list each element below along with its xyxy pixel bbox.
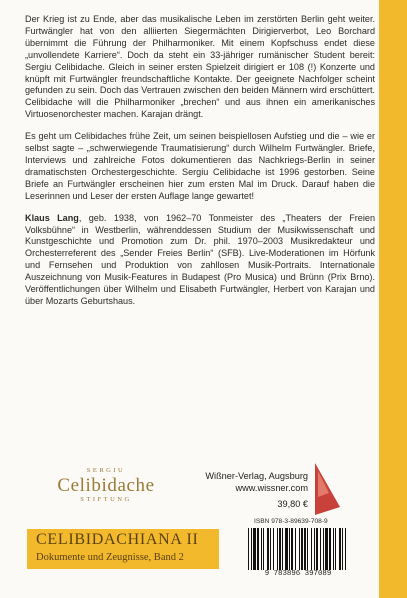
price: 39,80 € bbox=[277, 498, 308, 509]
yellow-edge-band bbox=[379, 0, 407, 598]
blurb-paragraph-2: Es geht um Celibidaches frühe Zeit, um seinen beispiellosen Aufstieg und die – wie er selbst sagte – „schwerwiegende Traumatisierung“ durch Wilhelm Furtwängler. Briefe, Interviews und zahlreiche Fotos dokumentieren das Nachkriegs-Berlin in seiner dramatischsten Orchestergeschichte. Sergiu Celibidache ist 1996 gestorben. Seine Briefe an Furtwängler erscheinen hier zum ersten Mal im Druck. Darauf haben die Leserinnen und Leser der ersten Auflage lange gewartet! bbox=[25, 131, 375, 201]
series-label bbox=[27, 529, 219, 569]
foundation-top-text: SERGIU bbox=[86, 467, 126, 474]
foundation-bottom-text: STIFTUNG bbox=[80, 496, 132, 503]
author-name: Klaus Lang bbox=[25, 212, 79, 223]
author-bio: , geb. 1938, von 1962–70 Tonmeister des „Theaters der Freien Volksbühne“ in Westberlin, währenddessen Studium der Musikwissenschaft und Kunstgeschichte und Promotion zum Dr. phil. 1970–2003 Musikredakteur und Orchesterreferent des „Sender Freies Berlin“ (SFB). Live-Moderationen im Hörfunk und Fernsehen und Produktion von zahllosen Musik-Portraits. Internationale Auszeichnung von Musik-Features in Budapest (Pro Musica) und Brünn (Prix Brno). Veröffentlichungen über Wilhelm und Elisabeth Furtwängler, Herbert von Karajan und über Mozarts Geburtshaus. bbox=[25, 212, 376, 306]
barcode-digits: 9 783896 397089 bbox=[264, 570, 332, 578]
foundation-logo bbox=[26, 467, 186, 504]
publisher-name: Wißner-Verlag, Augsburg bbox=[205, 471, 308, 481]
series-subtitle: Dokumente und Zeugnisse, Band 2 bbox=[36, 552, 184, 563]
publisher-logo-icon bbox=[313, 463, 343, 515]
isbn-label: ISBN 978-3-89639-708-9 bbox=[254, 518, 328, 525]
author-paragraph bbox=[25, 213, 375, 308]
series-title: CELIBIDACHIANA II bbox=[36, 531, 199, 548]
barcode-icon bbox=[244, 528, 352, 570]
publisher-info bbox=[196, 470, 308, 510]
foundation-name: Celibidache bbox=[57, 475, 155, 496]
blurb-paragraph-1: Der Krieg ist zu Ende, aber das musikalische Leben im zerstörten Berlin geht weiter. Furtwängler hat von den alliierten Siegermächten Dirigierverbot, Leo Borchard übernimmt die Führung der Philharmoniker. Mit einem Kopfschuss endet diese „unvollendete Karriere“. Doch da steht ein 33-jähriger rumänischer Student bereit: Sergiu Celibidache. Gleich in seiner ersten Spielzeit dirigiert er 108 (!) Konzerte und knüpft mit Furtwängler freundschaftliche Kontakte. Der geeignete Nachfolger scheint gefunden zu sein. Doch das Vertrauen zwischen den beiden Männern wird erschüttert. Celibidache will die Philharmoniker „brechen“ und aus ihnen ein amerikanisches Virtuosenorchester machen. Karajan drängt. bbox=[25, 14, 375, 120]
publisher-url: www.wissner.com bbox=[235, 483, 308, 494]
blurb-text bbox=[25, 14, 375, 318]
